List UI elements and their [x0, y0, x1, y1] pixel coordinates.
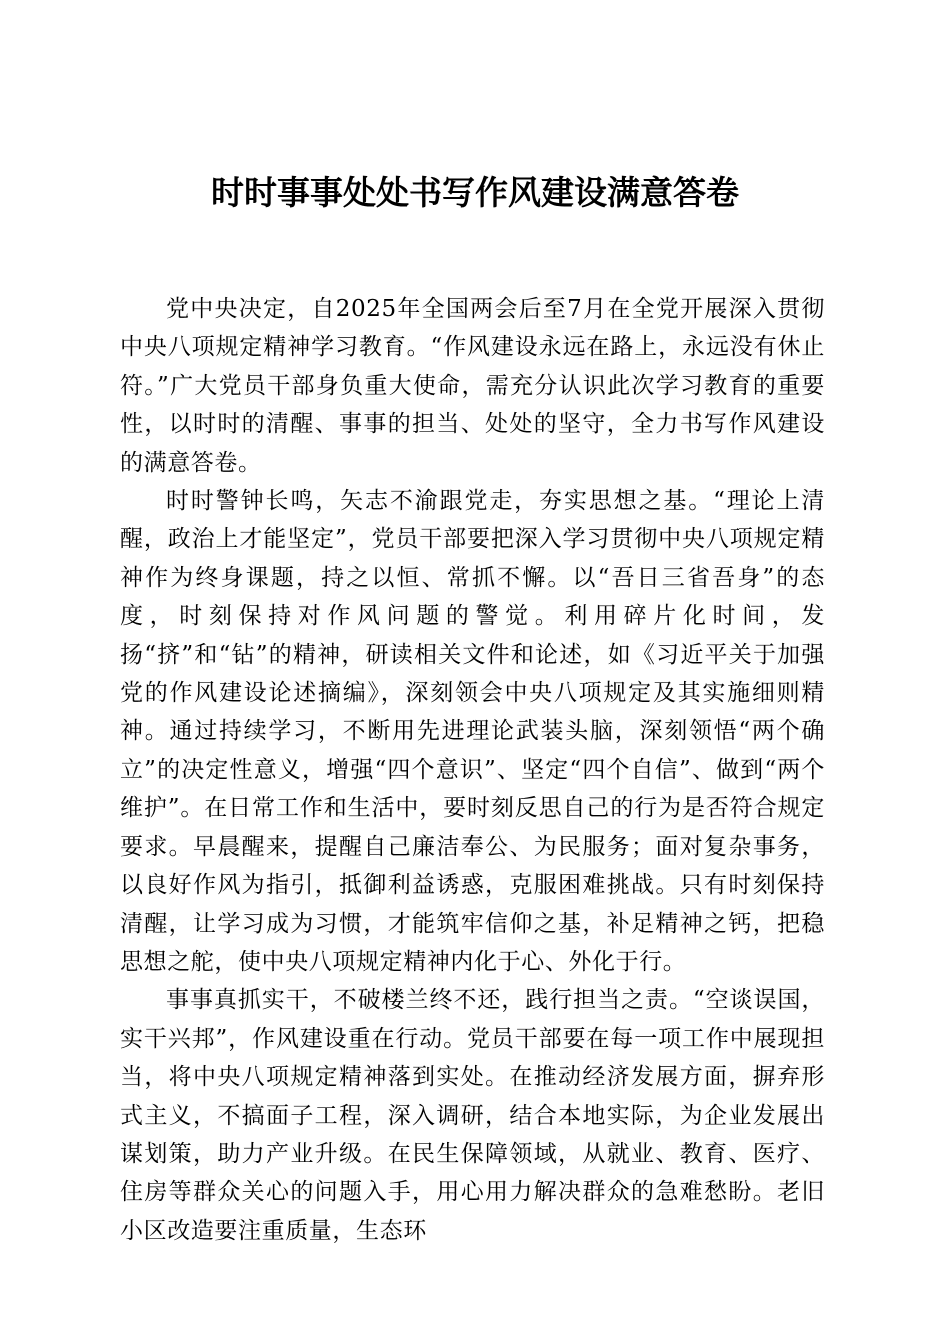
paragraph: 党中央决定，自2025年全国两会后至7月在全党开展深入贯彻中央八项规定精神学习教育。“作风建设永远在路上，永远没有休止符。”广大党员干部身负重大使命，需充分认识此次学习教育的重要性，以时时的清醒、事事的担当、处处的坚守，全力书写作风建设的满意答卷。: [120, 296, 825, 476]
paragraph: 事事真抓实干，不破楼兰终不还，践行担当之责。“空谈误国，实干兴邦”，作风建设重在行动。党员干部要在每一项工作中展现担当，将中央八项规定精神落到实处。在推动经济发展方面，摒弃形式主义，不搞面子工程，深入调研，结合本地实际，为企业发展出谋划策，助力产业升级。在民生保障领域，从就业、教育、医疗、住房等群众关心的问题入手，用心用力解决群众的急难愁盼。老旧小区改造要注重质量，生态环: [120, 987, 825, 1244]
document-title: 时时事事处处书写作风建设满意答卷: [211, 173, 739, 212]
paragraph: 时时警钟长鸣，矢志不渝跟党走，夯实思想之基。“理论上清醒，政治上才能坚定”，党员干部要把深入学习贯彻中央八项规定精神作为终身课题，持之以恒、常抓不懈。以“吾日三省吾身”的态度，时刻保持对作风问题的警觉。利用碎片化时间，发扬“挤”和“钻”的精神，研读相关文件和论述，如《习近平关于加强党的作风建设论述摘编》，深刻领会中央八项规定及其实施细则精神。通过持续学习，不断用先进理论武装头脑，深刻领悟“两个确立”的决定性意义，增强“四个意识”、坚定“四个自信”、做到“两个维护”。在日常工作和生活中，要时刻反思自己的行为是否符合规定要求。早晨醒来，提醒自己廉洁奉公、为民服务；面对复杂事务，以良好作风为指引，抵御利益诱惑，克服困难挑战。只有时刻保持清醒，让学习成为习惯，才能筑牢信仰之基，补足精神之钙，把稳思想之舵，使中央八项规定精神内化于心、外化于行。: [120, 488, 825, 975]
document-body: [120, 290, 825, 1250]
